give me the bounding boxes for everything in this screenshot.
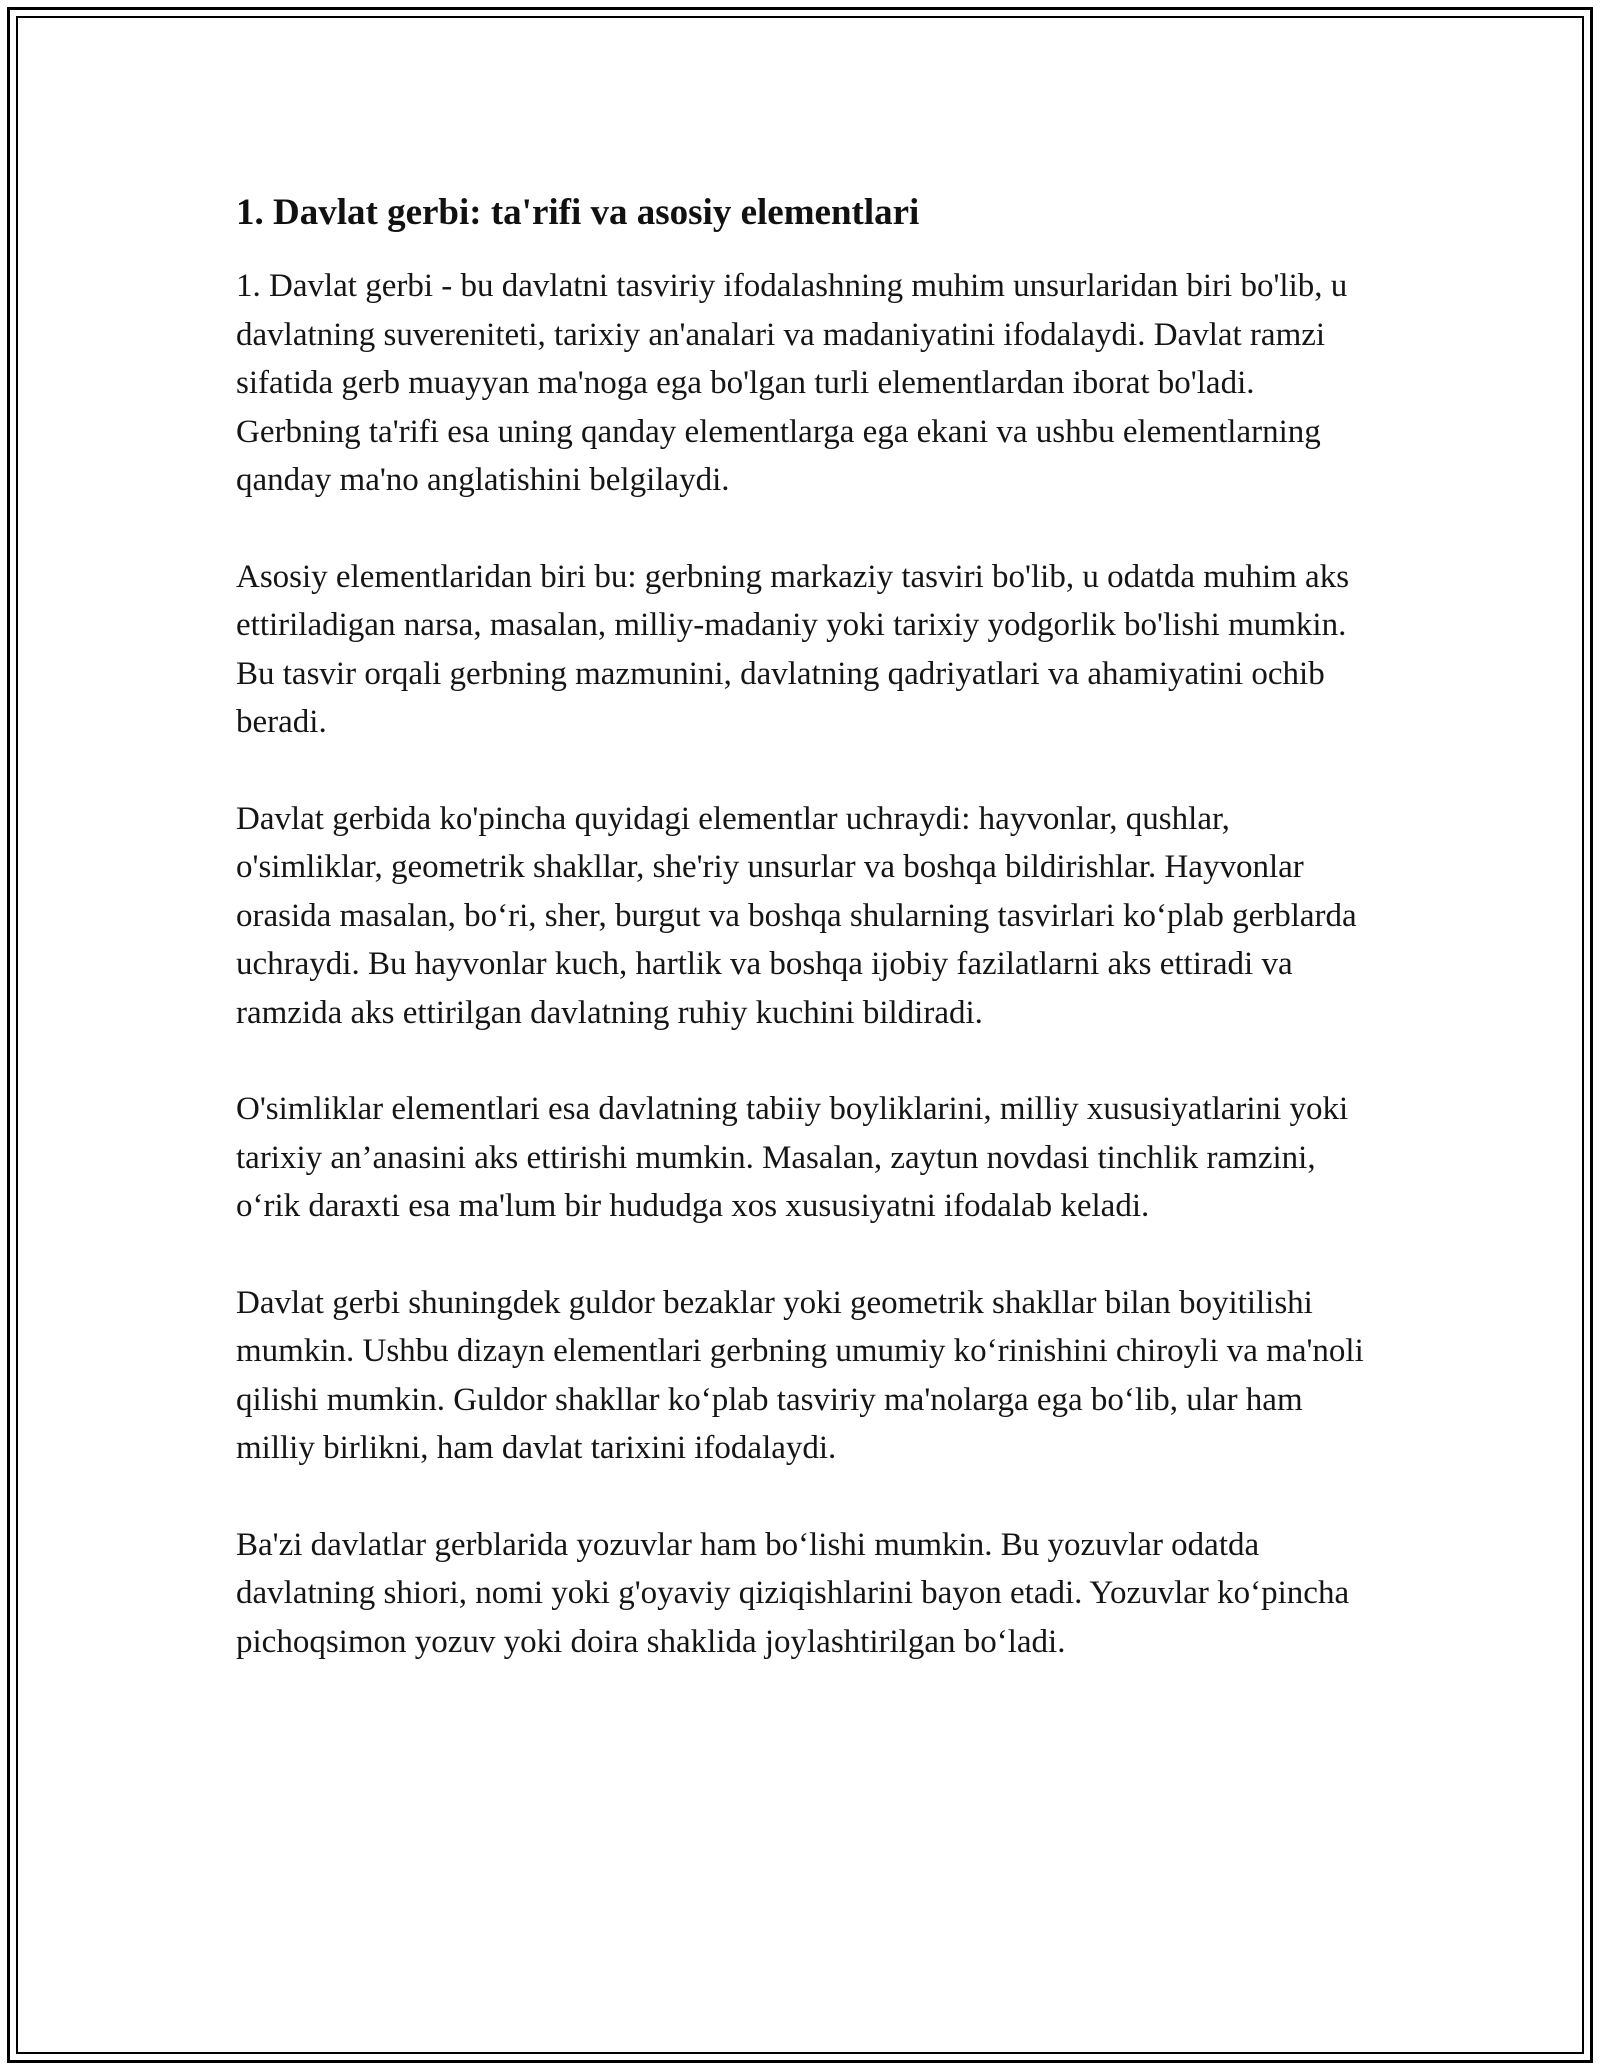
paragraph-ornaments: Davlat gerbi shuningdek guldor bezaklar yoki geometrik shakllar bilan boyitilishi mumkin. Ushbu dizayn elementlari gerbning umumiy ko‘rinishini chiroyli va ma'noli qilishi mumkin. Guldor shakllar ko‘plab tasviriy ma'nolarga ega bo‘lib, ular ham milliy birlikni, ham davlat tarixini ifodalaydi. (236, 1284, 1364, 1466)
paragraph-animals: Davlat gerbida ko'pincha quyidagi elementlar uchraydi: hayvonlar, qushlar, o'simliklar, geometrik shakllar, she'riy unsurlar va boshqa bildirishlar. Hayvonlar orasida masalan, bo‘ri, sher, burgut va boshqa shularning tasvirlari ko‘plab gerblarda uchraydi. Bu hayvonlar kuch, hartlik va boshqa ijobiy fazilatlarni aks ettiradi va ramzida aks ettirilgan davlatning ruhiy kuchini bildiradi. (236, 800, 1357, 1031)
document-title: 1. Davlat gerbi: ta'rifi va asosiy elementlari (236, 192, 920, 233)
paragraph-plants: O'simliklar elementlari esa davlatning tabiiy boyliklarini, milliy xususiyatlarini yoki tarixiy an’anasini aks ettirishi mumkin. Masalan, zaytun novdasi tinchlik ramzini, o‘rik daraxti esa ma'lum bir hududga xos xususiyatni ifodalab keladi. (236, 1091, 1349, 1224)
document-body (236, 186, 1366, 1714)
paragraph-central-image: Asosiy elementlaridan biri bu: gerbning markaziy tasviri bo'lib, u odatda muhim aks ettiriladigan narsa, masalan, milliy-madaniy yoki tarixiy yodgorlik bo'lishi mumkin. Bu tasvir orqali gerbning mazmunini, davlatning qadriyatlari va ahamiyatini ochib beradi. (236, 558, 1350, 740)
paragraph-inscriptions: Ba'zi davlatlar gerblarida yozuvlar ham bo‘lishi mumkin. Bu yozuvlar odatda davlatning shiori, nomi yoki g'oyaviy qiziqishlarini bayon etadi. Yozuvlar ko‘pincha pichoqsimon yozuv yoki doira shaklida joylashtirilgan bo‘ladi. (236, 1526, 1350, 1660)
paragraph-definition: 1. Davlat gerbi - bu davlatni tasviriy ifodalashning muhim unsurlaridan biri bo'lib, u davlatning suvereniteti, tarixiy an'analari va madaniyatini ifodalaydi. Davlat ramzi sifatida gerb muayyan ma'noga ega bo'lgan turli elementlardan iborat bo'ladi. Gerbning ta'rifi esa uning qanday elementlarga ega ekani va ushbu elementlarning qanday ma'no anglatishini belgilaydi. (236, 268, 1348, 498)
